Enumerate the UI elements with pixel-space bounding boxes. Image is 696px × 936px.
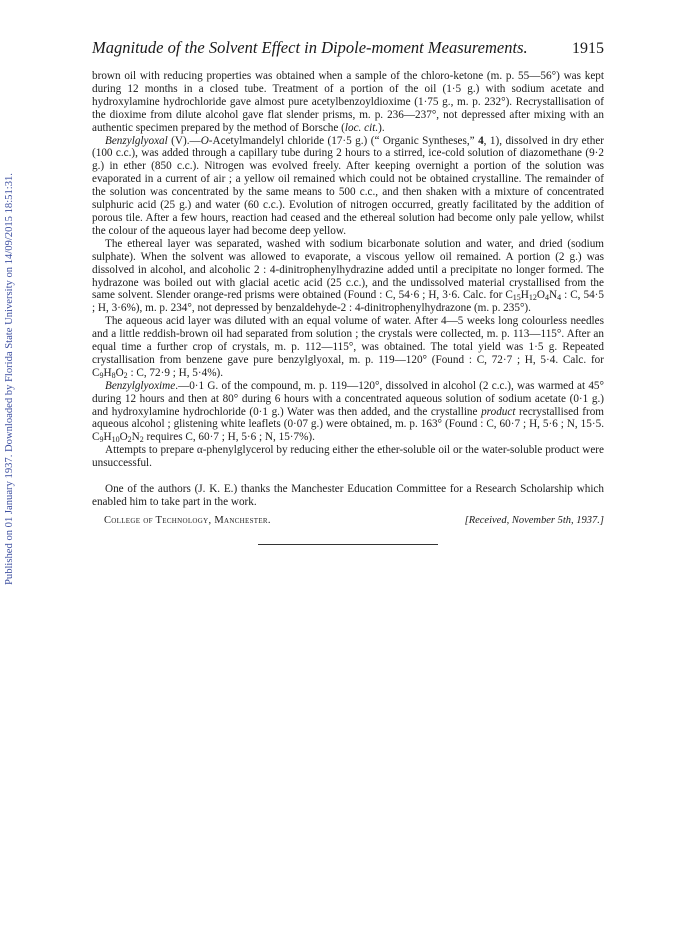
page-number: 1915 (572, 40, 604, 57)
paragraph-benzylglyoxime (92, 380, 604, 445)
text-segment: H (103, 366, 112, 379)
text-segment: ). (378, 121, 385, 134)
text-segment: N (131, 431, 140, 444)
text-segment: H (103, 431, 112, 444)
text-segment: : C, 54·5 ; H, 3·6%), m. p. 234°, not depressed by benzaldehyde-2 : 4-dinitrophenylhydrazone (m. p. 235°). (92, 289, 605, 315)
text-segment: The ethereal layer was separated, washed with sodium bicarbonate solution and water, and dried (sodium sulphate). When the solvent was allowed to evaporate, a viscous yellow oil remained. A portion (2 g.) was dissolved in alcohol, and alcoholic 2 : 4-dinitrophenylhydrazine added until a precipitate no longer formed. The hydrazone was boiled out with glacial acetic acid (25 c.c.), and the undissolved material crystallised from the same solvent. Slender orange-red prisms were obtained (Found : C, 54·6 ; H, 3·6. Calc. for C (92, 237, 604, 302)
text-segment: 2 (127, 435, 132, 445)
text-segment: O (536, 289, 545, 302)
received-date: [Received, November 5th, 1937.] (464, 514, 604, 526)
text-segment: 12 (528, 293, 537, 303)
article-page (92, 38, 604, 545)
published-note-text: Published on 01 January 1937. Downloaded by Florida State University on 14/09/2015 18:51:31. (4, 173, 15, 585)
text-segment: O (200, 134, 209, 147)
text-segment: requires C, 60·7 ; H, 5·6 ; N, 15·7%). (143, 431, 315, 444)
article-footer (92, 515, 604, 526)
text-segment: , 1), dissolved in dry ether (100 c.c.), was added through a capillary tube during 2 hours to a stirred, ice-cold solution of diazomethane (9·2 g.) in ether (850 c.c.). Nitrogen was evolved freely. After keeping overnight a portion of the solution was evaporated in a current of air ; a yellow oil remained which could not be obtained crystalline. The remainder of the solution was concentrated by the same means to 500 c.c., and then shaken with a mixture of concentrated sulphuric acid (25 g.) and water (60 c.c.). Evolution of nitrogen occurred, greatly facilitated by the addition of porous tile. After a few hours, reaction had ceased and the ethereal solution had become only pale yellow, whilst the colour of the aqueous layer had become deep yellow. (92, 134, 605, 237)
text-segment: -Acetylmandelyl chloride (17·5 g.) (“ Organic Syntheses,” (208, 134, 479, 147)
publication-sidebar-note (2, 145, 20, 585)
text-segment: : C, 72·9 ; H, 5·4%). (127, 366, 224, 379)
text-segment: One of the authors (J. K. E.) thanks the Manchester Education Committee for a Research Scholarship which enabled him to take part in the work. (92, 483, 604, 508)
text-segment: Benzylglyoxal (105, 134, 168, 147)
text-segment: .—0·1 G. of the compound, m. p. 119—120°, dissolved in alcohol (2 c.c.), was warmed at 45° during 12 hours and then at 80° during 6 hours with a concentrated aqueous solution of sodium acetate (0·1 g.) and hydroxylamine hydrochloride (0·1 g.) Water was then added, and the crystalline (92, 379, 604, 418)
text-segment: 9 (99, 370, 104, 380)
text-segment: 4 (544, 293, 549, 303)
institution-line: College of Technology, Manchester. (104, 514, 271, 526)
text-segment: product (481, 405, 516, 418)
text-segment: Benzylglyoxime (105, 379, 176, 392)
text-segment: 8 (111, 370, 116, 380)
text-segment: O (119, 431, 128, 444)
text-segment: 9 (99, 435, 104, 445)
text-segment: N (548, 289, 558, 302)
text-segment: 15 (512, 293, 521, 303)
paragraph-phenylglycerol (92, 444, 604, 470)
text-segment: 2 (123, 370, 128, 380)
text-segment: The aqueous acid layer was diluted with an equal volume of water. After 4—5 weeks long colourless needles and a little reddish-brown oil had separated from solution ; the crystals were collected, m. p. 113—115°. After an equal time a further crop of crystals, m. p. 112—115°, was obtained. The total yield was 1·5 g. Repeated crystallisation from benzene gave pure benzylglyoxal, m. p. 119—120° (Found : C, 72·7 ; H, 5·4. Calc. for C (92, 315, 604, 379)
text-segment: recrystallised from aqueous alcohol ; glistening white leaflets (0·07 g.) were obtained, m. p. 163° (Found : C, 60·7 ; H, 5·6 ; N, 15·5. C (92, 405, 604, 444)
end-rule (258, 544, 438, 545)
text-segment: 10 (111, 435, 120, 445)
article-body (92, 70, 604, 509)
paragraph-aqueous-layer (92, 315, 604, 380)
text-segment: (V).— (167, 134, 201, 147)
text-segment: 4 (478, 134, 484, 147)
paragraph-benzylglyoxal-prep (92, 135, 604, 238)
running-title: Magnitude of the Solvent Effect in Dipole-moment Measurements. (92, 38, 528, 57)
running-header (92, 38, 604, 64)
paragraph-borsche (92, 70, 604, 135)
paragraph-ethereal-layer (92, 238, 604, 315)
text-segment: 4 (557, 293, 562, 303)
text-segment: Attempts to prepare α-phenylglycerol by reducing either the ether-soluble oil or the water-soluble product were unsuccessful. (92, 444, 604, 470)
text-segment: 2 (139, 435, 144, 445)
text-segment: brown oil with reducing properties was obtained when a sample of the chloro-ketone (m. p. 55—56°) was kept during 12 months in a closed tube. Treatment of a portion of the oil (1·5 g.) with sodium acetate and hydroxylamine hydrochloride gave almost pure acetylbenzoyldioxime (1·75 g., m. p. 232°). Recrystallisation of the dioxime from dilute alcohol gave flat slender prisms, m. p. 236—237°, not depressed after mixing with an authentic specimen prepared by the method of Borsche ( (92, 70, 604, 134)
text-segment: H (520, 289, 529, 302)
text-segment: O (115, 366, 124, 379)
text-segment: loc. cit. (344, 121, 379, 134)
paragraph-acknowledgement (92, 483, 604, 509)
